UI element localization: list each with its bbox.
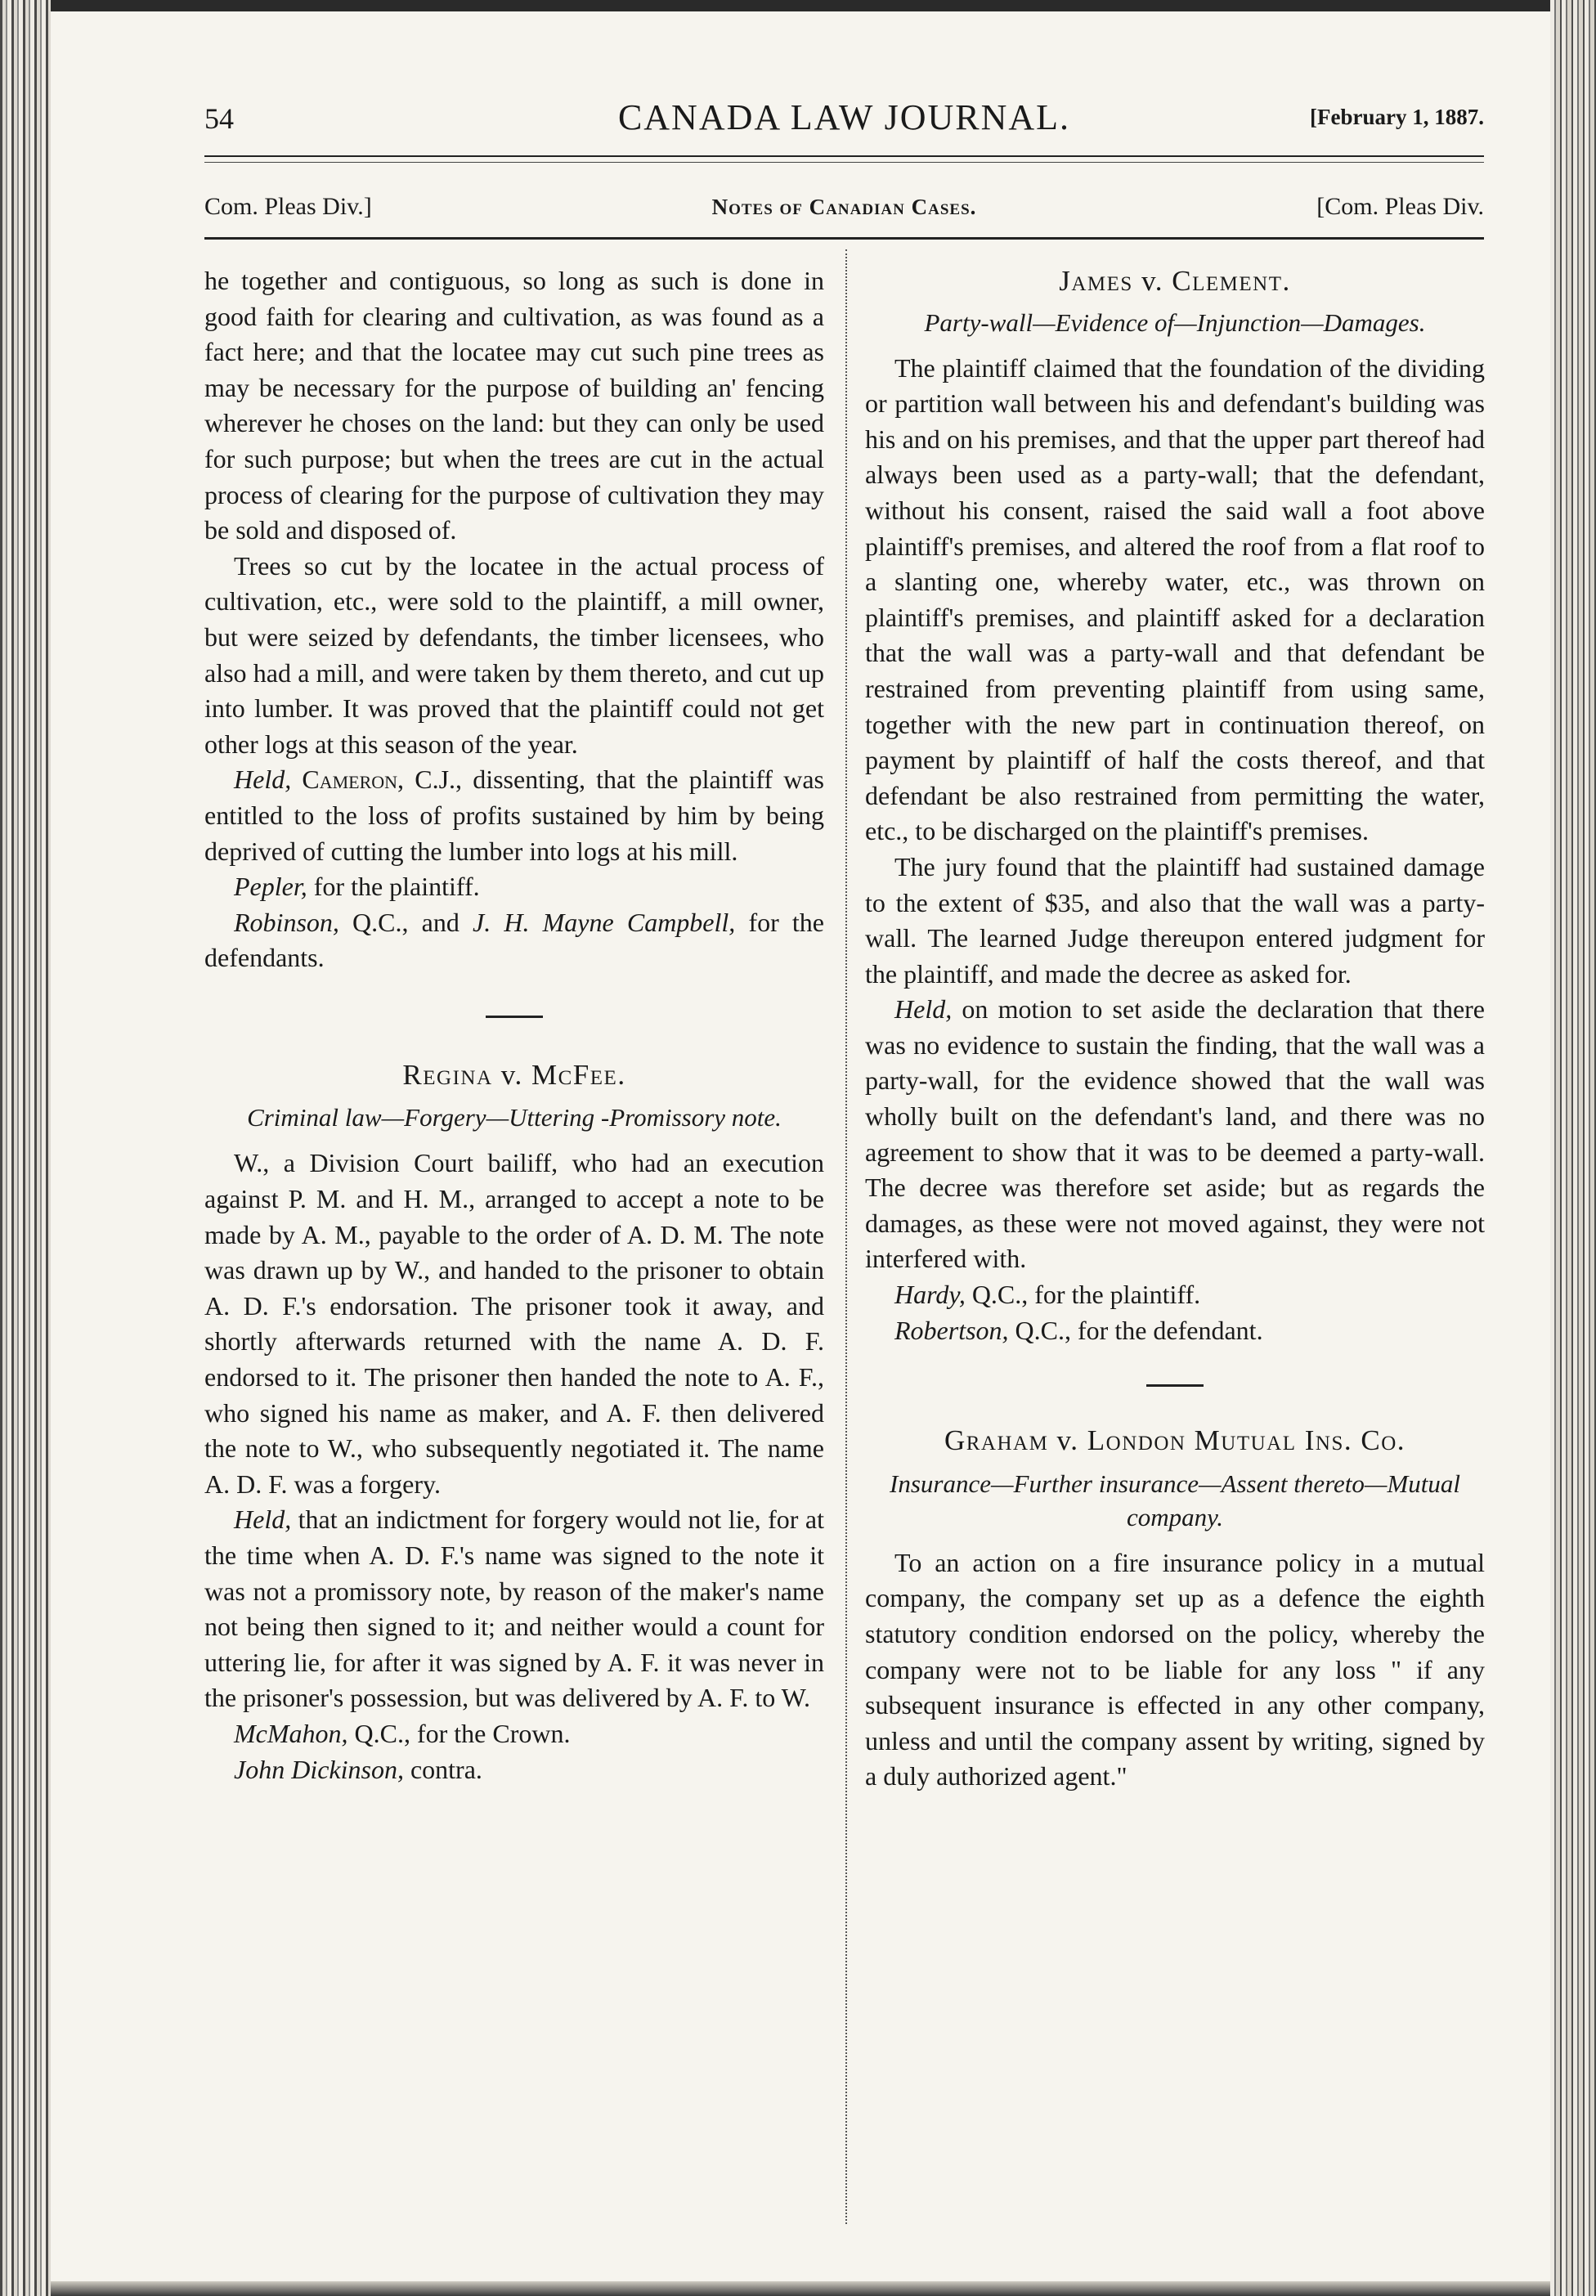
counsel-name: Robinson, [234, 907, 339, 937]
party-name: Regina [402, 1058, 493, 1091]
held-paragraph [204, 762, 824, 869]
judge-name: Cameron, [302, 765, 405, 795]
case-subtitle: Insurance—Further insurance—Assent thereto—Mutual company. [890, 1469, 1460, 1531]
counsel-name: J. H. Mayne Campbell, [473, 907, 736, 937]
facts-paragraph: Trees so cut by the locatee in the actual process of cultivation, etc., were sold to the plaintiff, a mill owner, but were seized by defendants, the timber licensees, who also had a mill, and were taken by them thereto, and cut up into lumber. It was proved that the plaintiff could not get other logs at this season of the year. [204, 550, 824, 759]
page-number: 54 [204, 102, 234, 135]
case-subtitle: Party-wall—Evidence of—Injunction—Damages. [924, 307, 1426, 337]
held-text: on motion to set aside the declaration that there was no evidence to sustain the finding, that the wall was a party-wall, for the evidence showed that the wall was wholly built on the defendant's land, and there was no agreement to show that it was to be deemed a party-wall. The decree was therefore set aside; but as regards the damages, as these were not moved against, they were not interfered with. [865, 994, 1485, 1274]
running-head-right: [Com. Pleas Div. [1316, 193, 1484, 220]
case-holding [865, 992, 1485, 1277]
counsel-line [204, 1752, 824, 1788]
versus: v. [492, 1058, 532, 1091]
case-facts: To an action on a fire insurance policy in a mutual company, the company set up as a defence the eighth statutory condition endorsed on the policy, whereby the company were not to be liable for any loss " if any subsequent insurance is effected in any other company, unless and until the company assent by writing, signed by a duly authorized agent." [865, 1547, 1485, 1792]
party-name: Graham [944, 1424, 1049, 1457]
scan-top-edge [51, 0, 1550, 11]
journal-title: CANADA LAW JOURNAL. [617, 97, 1071, 137]
party-name: London Mutual Ins. Co. [1087, 1424, 1406, 1457]
case-title [865, 263, 1485, 299]
held-word: Held, [894, 994, 953, 1025]
scan-binding-right [1550, 0, 1596, 2296]
case-facts: W., a Division Court bailiff, who had an execution against P. M. and H. M., arranged to accept a note to be made by A. M., payable to the order of A. D. M. The note was drawn up by W., and handed to the prisoner to obtain A. D. F.'s endorsation. The prisoner took it away, and shortly afterwards returned with the name A. D. F. endorsed to it. The prisoner then handed the note to A. F., who signed his name as maker, and A. F. then delivered the note to W., who subsequently negotiated it. The name A. D. F. was a forgery. [204, 1148, 824, 1499]
counsel-name: John Dickinson, [234, 1754, 404, 1784]
running-head [204, 190, 1484, 226]
case-title [865, 1423, 1485, 1459]
counsel-name: Pepler, [234, 872, 307, 902]
counsel-role: for the plaintiff. [307, 872, 480, 902]
counsel-line [204, 869, 824, 905]
counsel-line [865, 1313, 1485, 1349]
counsel-role: contra. [403, 1754, 482, 1784]
held-text: that an indictment for forgery would not lie, for at the time when A. D. F.'s name was signed to the note it was not a promissory note, by reason of the maker's name not being then signed to it; and neither would a count for uttering lie, for after it was signed by A. F. it was never in the prisoner's possession, but was delivered by A. F. to W. [204, 1505, 824, 1713]
scan-binding-left [0, 0, 51, 2296]
versus: v. [1048, 1424, 1087, 1457]
running-head-center: Notes of Canadian Cases. [711, 195, 977, 219]
held-word: Held, [234, 765, 292, 795]
counsel-role: Q.C., for the defendant. [1008, 1315, 1263, 1345]
counsel-name: Hardy, [894, 1280, 966, 1310]
held-word: Held, [234, 1505, 292, 1535]
case-title [204, 1057, 824, 1093]
counsel-line [204, 905, 824, 976]
left-column [204, 263, 824, 1787]
versus: v. [1132, 265, 1172, 297]
scan-bottom-edge [51, 2281, 1550, 2296]
counsel-name: McMahon, [234, 1718, 348, 1748]
held-text: C.J., dissenting, that the plaintiff was entitled to the loss of profits sustained by him by being deprived of cutting the lumber into logs at his mill. [204, 765, 825, 866]
counsel-line [204, 1716, 824, 1752]
counsel-role: Q.C., for the Crown. [347, 1718, 571, 1748]
case-verdict: The jury found that the plaintiff had sustained damage to the extent of $35, and also that the wall was a party-wall. The learned Judge thereupon entered judgment for the plaintiff, and made the decree as asked for. [865, 851, 1485, 989]
counsel-joiner: Q.C., and [338, 907, 473, 937]
party-name: McFee. [531, 1058, 626, 1091]
page-header [204, 96, 1484, 146]
counsel-name: Robertson, [894, 1315, 1009, 1345]
party-name: Clement. [1172, 265, 1291, 297]
counsel-role: for the defendants. [204, 907, 825, 973]
counsel-line [865, 1277, 1485, 1313]
column-divider [845, 249, 847, 2224]
running-head-left: Com. Pleas Div.] [204, 193, 372, 220]
right-column [865, 263, 1485, 1795]
case-holding [204, 1502, 824, 1716]
issue-date: [February 1, 1887. [1310, 105, 1484, 129]
case-subtitle: Criminal law—Forgery—Uttering -Promissory note. [247, 1103, 782, 1132]
case-facts: The plaintiff claimed that the foundation of the dividing or partition wall between his and defendant's building was his and on his premises, and that the upper part thereof had always been used as a party-wall; that the defendant, without his consent, raised the said wall a foot above plaintiff's premises, and altered the roof from a flat roof to a slanting one, whereby water, etc., was thrown on plaintiff's premises, and plaintiff asked for a declaration that the wall was a party-wall and that defendant be restrained from preventing plaintiff from using same, together with the new part in continuation thereof, on payment by plaintiff of half the costs thereof, and that defendant be also restrained from permitting the water, etc., to be discharged on the plaintiff's premises. [865, 352, 1485, 846]
party-name: James [1059, 265, 1133, 297]
running-head-rule [204, 237, 1484, 240]
counsel-role: Q.C., for the plaintiff. [965, 1280, 1201, 1310]
continuation-paragraph: he together and contiguous, so long as such is done in good faith for clearing and cultivation, as was found as a fact here; and that the locatee may cut such pine trees as may be necessary for the purpose of building an' fencing wherever he choses on the land: but they can only be used for such purpose; but when the trees are cut in the actual process of clearing for the purpose of cultivation they may be sold and disposed of. [204, 266, 824, 545]
header-rule [204, 155, 1484, 163]
